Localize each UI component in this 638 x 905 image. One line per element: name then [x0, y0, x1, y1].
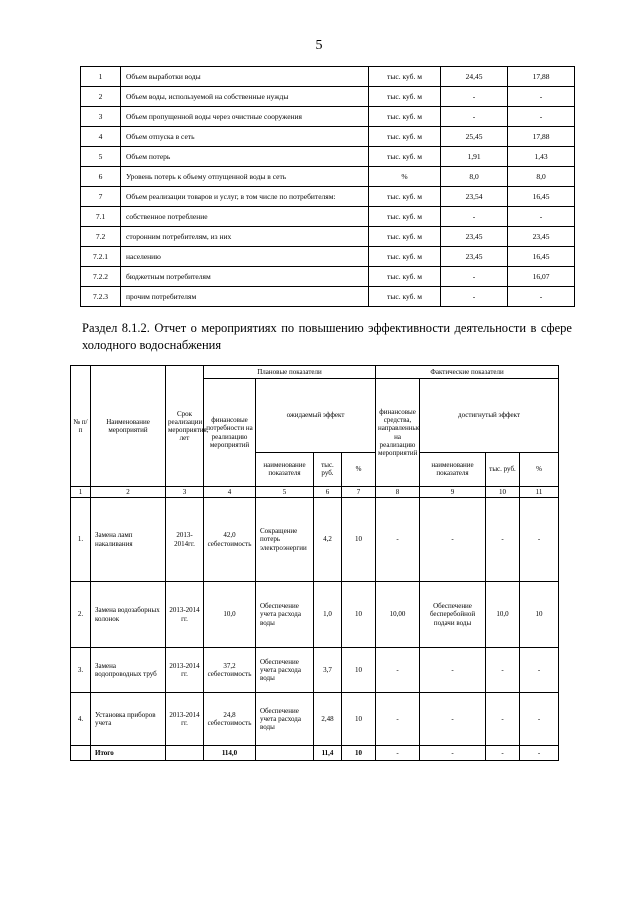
row-fact-rub: - [486, 498, 520, 582]
row-value-2: 16,45 [508, 247, 575, 267]
total-num-cell [71, 746, 91, 761]
row-indicator: Обеспечение учета расхода воды [256, 648, 314, 693]
row-value-2: 8,0 [508, 167, 575, 187]
header-ths-rub: тыс. руб. [314, 452, 342, 486]
row-unit: тыс. куб. м [369, 127, 441, 147]
row-fact-pct: - [520, 693, 559, 746]
row-rub: 4,2 [314, 498, 342, 582]
row-indicator: Сокращение потерь электроэнергии [256, 498, 314, 582]
row-num: 7.1 [81, 207, 121, 227]
table-row [71, 648, 559, 693]
col-number: 11 [520, 487, 559, 498]
header-fact-ind-name: наименование показателя [420, 452, 486, 486]
row-term: 2013-2014 гг. [166, 648, 204, 693]
table-row [81, 67, 575, 87]
row-rub: 2,48 [314, 693, 342, 746]
row-num: 7.2.3 [81, 287, 121, 307]
header-num: № п/п [71, 366, 91, 487]
row-pct: 10 [342, 582, 376, 648]
row-fact-indicator: - [420, 693, 486, 746]
row-value-1: - [441, 107, 508, 127]
row-unit: тыс. куб. м [369, 267, 441, 287]
header-pct: % [342, 452, 376, 486]
row-unit: тыс. куб. м [369, 287, 441, 307]
total-fact-rub: - [486, 746, 520, 761]
total-pct: 10 [342, 746, 376, 761]
row-fact-indicator: - [420, 648, 486, 693]
row-pct: 10 [342, 648, 376, 693]
row-fact-pct: 10 [520, 582, 559, 648]
total-fact-indicator: - [420, 746, 486, 761]
table-row [71, 582, 559, 648]
table-row [81, 207, 575, 227]
row-value-1: 8,0 [441, 167, 508, 187]
table-row [81, 287, 575, 307]
row-fact-rub: - [486, 693, 520, 746]
total-fact-fin: - [376, 746, 420, 761]
total-rub: 11,4 [314, 746, 342, 761]
row-unit: % [369, 167, 441, 187]
row-unit: тыс. куб. м [369, 67, 441, 87]
row-name: бюджетным потребителям [121, 267, 369, 287]
row-rub: 3,7 [314, 648, 342, 693]
header-actual: Фактические показатели [376, 366, 559, 379]
row-num: 1. [71, 498, 91, 582]
row-unit: тыс. куб. м [369, 247, 441, 267]
water-balance-table [80, 66, 575, 307]
row-fin: 42,0 себестоимость [204, 498, 256, 582]
row-fact-fin: 10,00 [376, 582, 420, 648]
row-unit: тыс. куб. м [369, 87, 441, 107]
row-name: Установка приборов учета [91, 693, 166, 746]
table-row [81, 187, 575, 207]
row-indicator: Обеспечение учета расхода воды [256, 582, 314, 648]
row-name: сторонним потребителям, из них [121, 227, 369, 247]
row-num: 4. [71, 693, 91, 746]
col-number: 10 [486, 487, 520, 498]
row-name: Объем отпуска в сеть [121, 127, 369, 147]
col-number: 9 [420, 487, 486, 498]
row-value-1: 24,45 [441, 67, 508, 87]
header-planned: Плановые показатели [204, 366, 376, 379]
row-num: 2. [71, 582, 91, 648]
row-num: 7.2.2 [81, 267, 121, 287]
col-number: 6 [314, 487, 342, 498]
page-number: 5 [315, 38, 323, 53]
table-row [71, 693, 559, 746]
row-fact-rub: 10,0 [486, 582, 520, 648]
total-label: Итого [91, 746, 166, 761]
row-num: 5 [81, 147, 121, 167]
col-number: 4 [204, 487, 256, 498]
row-value-1: 23,45 [441, 227, 508, 247]
row-unit: тыс. куб. м [369, 187, 441, 207]
col-number: 1 [71, 487, 91, 498]
header-name: Наименование мероприятий [91, 366, 166, 487]
header-plan-fin: финансовые потребности на реализацию мероприятий [204, 379, 256, 487]
row-pct: 10 [342, 498, 376, 582]
row-term: 2013-2014 гг. [166, 582, 204, 648]
row-value-2: - [508, 287, 575, 307]
row-num: 1 [81, 67, 121, 87]
row-fin: 10,0 [204, 582, 256, 648]
row-fact-fin: - [376, 693, 420, 746]
table-row [81, 107, 575, 127]
section-title: Раздел 8.1.2. Отчет о мероприятиях по повышению эффективности деятельности в сфере холодного водоснабжения [82, 321, 572, 352]
row-fact-rub: - [486, 648, 520, 693]
measures-report-table [70, 365, 559, 761]
row-fact-indicator: Обеспечение бесперебойной подачи воды [420, 582, 486, 648]
table-row [81, 167, 575, 187]
row-name: Замена водопроводных труб [91, 648, 166, 693]
total-row [71, 746, 559, 761]
header-row-1 [71, 366, 559, 379]
total-fin: 114,0 [204, 746, 256, 761]
row-num: 3 [81, 107, 121, 127]
row-value-1: 23,45 [441, 247, 508, 267]
row-value-1: - [441, 207, 508, 227]
row-rub: 1,0 [314, 582, 342, 648]
table-row [81, 267, 575, 287]
row-value-1: 23,54 [441, 187, 508, 207]
row-name: собственное потребление [121, 207, 369, 227]
row-name: Объем потерь [121, 147, 369, 167]
row-name: Замена ламп накаливания [91, 498, 166, 582]
row-value-1: - [441, 287, 508, 307]
header-fact-pct: % [520, 452, 559, 486]
row-indicator: Обеспечение учета расхода воды [256, 693, 314, 746]
row-num: 6 [81, 167, 121, 187]
row-value-2: - [508, 207, 575, 227]
header-ind-name: наименование показателя [256, 452, 314, 486]
row-name: Объем воды, используемой на собственные нужды [121, 87, 369, 107]
col-number: 3 [166, 487, 204, 498]
table-row [81, 147, 575, 167]
row-name: населению [121, 247, 369, 267]
header-fact-fin: финансовые средства, направленные на реализацию мероприятий [376, 379, 420, 487]
header-term: Срок реализации мероприятия, лет [166, 366, 204, 487]
row-name: Объем пропущенной воды через очистные сооружения [121, 107, 369, 127]
row-value-1: 25,45 [441, 127, 508, 147]
row-name: Замена водозаборных колонок [91, 582, 166, 648]
row-unit: тыс. куб. м [369, 227, 441, 247]
row-num: 7 [81, 187, 121, 207]
row-pct: 10 [342, 693, 376, 746]
row-value-2: 17,88 [508, 127, 575, 147]
header-expected: ожидаемый эффект [256, 379, 376, 453]
row-fact-fin: - [376, 498, 420, 582]
total-indicator-cell [256, 746, 314, 761]
row-value-1: 1,91 [441, 147, 508, 167]
total-term-cell [166, 746, 204, 761]
header-fact-ths-rub: тыс. руб. [486, 452, 520, 486]
table-row [81, 227, 575, 247]
row-name: Объем реализации товаров и услуг, в том числе по потребителям: [121, 187, 369, 207]
total-fact-pct: - [520, 746, 559, 761]
row-name: прочим потребителям [121, 287, 369, 307]
table-row [81, 247, 575, 267]
row-value-2: 23,45 [508, 227, 575, 247]
col-number: 2 [91, 487, 166, 498]
row-value-2: 17,88 [508, 67, 575, 87]
row-value-2: 1,43 [508, 147, 575, 167]
row-fact-indicator: - [420, 498, 486, 582]
table-row [71, 498, 559, 582]
row-unit: тыс. куб. м [369, 147, 441, 167]
row-value-2: 16,45 [508, 187, 575, 207]
row-unit: тыс. куб. м [369, 107, 441, 127]
row-fact-pct: - [520, 498, 559, 582]
row-name: Уровень потерь к объему отпущенной воды в сеть [121, 167, 369, 187]
row-term: 2013-2014гг. [166, 498, 204, 582]
row-unit: тыс. куб. м [369, 207, 441, 227]
col-number: 7 [342, 487, 376, 498]
table-row [81, 87, 575, 107]
row-value-2: 16,07 [508, 267, 575, 287]
col-number: 5 [256, 487, 314, 498]
row-name: Объем выработки воды [121, 67, 369, 87]
row-fin: 24,8 себестоимость [204, 693, 256, 746]
row-fact-fin: - [376, 648, 420, 693]
row-value-2: - [508, 107, 575, 127]
table-row [81, 127, 575, 147]
row-value-1: - [441, 267, 508, 287]
header-achieved: достигнутый эффект [420, 379, 559, 453]
row-num: 2 [81, 87, 121, 107]
col-number: 8 [376, 487, 420, 498]
row-num: 7.2 [81, 227, 121, 247]
row-fin: 37,2 себестоимость [204, 648, 256, 693]
row-value-2: - [508, 87, 575, 107]
row-term: 2013-2014 гг. [166, 693, 204, 746]
row-num: 7.2.1 [81, 247, 121, 267]
row-value-1: - [441, 87, 508, 107]
row-num: 4 [81, 127, 121, 147]
row-num: 3. [71, 648, 91, 693]
column-numbers-row [71, 487, 559, 498]
row-fact-pct: - [520, 648, 559, 693]
